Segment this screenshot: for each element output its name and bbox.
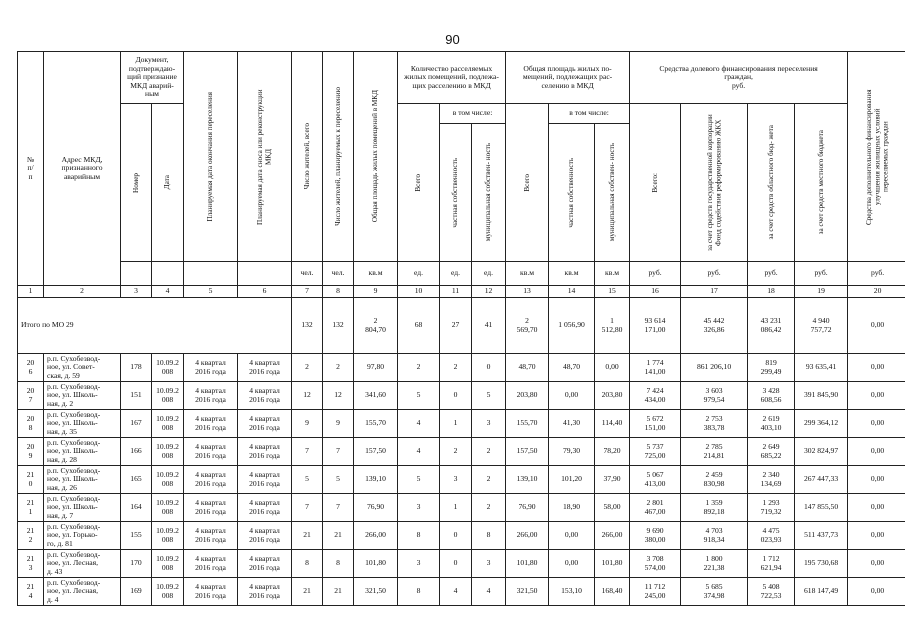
row-doc-date: 10.09.2 008 bbox=[152, 382, 184, 410]
row-number: 21 1 bbox=[18, 494, 44, 522]
row-value: 819 299,49 bbox=[748, 354, 795, 382]
table-row bbox=[18, 578, 905, 606]
unit-cell: ед. bbox=[472, 262, 506, 286]
header-rooms-private: частная собственность bbox=[440, 124, 472, 262]
row-value: 147 855,50 bbox=[795, 494, 848, 522]
header-finance-group: Средства долевого финансирования переселения граждан, руб. bbox=[630, 52, 848, 104]
header-residents-planned: Число жителей, планируемых к переселению bbox=[323, 52, 354, 262]
row-value: 1 774 141,00 bbox=[630, 354, 681, 382]
row-value: 0,00 bbox=[848, 438, 905, 466]
row-value: 3 bbox=[472, 410, 506, 438]
row-number: 21 2 bbox=[18, 522, 44, 550]
row-value: 2 bbox=[398, 354, 440, 382]
column-number-cell: 16 bbox=[630, 286, 681, 298]
row-value: 3 bbox=[472, 550, 506, 578]
row-value: 5 672 151,00 bbox=[630, 410, 681, 438]
column-number-cell: 2 bbox=[44, 286, 121, 298]
total-value: 4 940 757,72 bbox=[795, 298, 848, 354]
row-value: 2 340 134,69 bbox=[748, 466, 795, 494]
row-value: 79,30 bbox=[549, 438, 595, 466]
row-address: р.п. Сухобезвод- ное, ул. Лесная, д. 43 bbox=[44, 550, 121, 578]
row-value: 0 bbox=[440, 382, 472, 410]
row-planned-end: 4 квартал 2016 года bbox=[184, 522, 238, 550]
row-value: 97,80 bbox=[354, 354, 398, 382]
row-value: 1 bbox=[440, 494, 472, 522]
total-value: 93 614 171,00 bbox=[630, 298, 681, 354]
header-rooms-incl: в том числе: bbox=[440, 104, 506, 124]
column-number-cell: 1 bbox=[18, 286, 44, 298]
row-doc-number: 166 bbox=[121, 438, 152, 466]
column-number-cell: 12 bbox=[472, 286, 506, 298]
row-planned-demolition: 4 квартал 2016 года bbox=[238, 494, 292, 522]
row-value: 3 bbox=[440, 466, 472, 494]
row-value: 2 bbox=[440, 438, 472, 466]
column-number-cell: 8 bbox=[323, 286, 354, 298]
row-value: 9 bbox=[292, 410, 323, 438]
row-value: 7 bbox=[323, 438, 354, 466]
header-doc-date: Дата bbox=[152, 104, 184, 262]
row-value: 321,50 bbox=[354, 578, 398, 606]
unit-cell: ед. bbox=[398, 262, 440, 286]
row-doc-date: 10.09.2 008 bbox=[152, 578, 184, 606]
row-value: 5 bbox=[292, 466, 323, 494]
unit-cell: руб. bbox=[795, 262, 848, 286]
unit-cell: чел. bbox=[323, 262, 354, 286]
total-value: 2 569,70 bbox=[506, 298, 549, 354]
row-value: 78,20 bbox=[595, 438, 630, 466]
row-value: 5 bbox=[398, 382, 440, 410]
row-value: 3 bbox=[398, 494, 440, 522]
row-value: 299 364,12 bbox=[795, 410, 848, 438]
row-value: 5 bbox=[472, 382, 506, 410]
row-value: 7 424 434,00 bbox=[630, 382, 681, 410]
row-value: 168,40 bbox=[595, 578, 630, 606]
header-fin-fund: за счет средств государственной корпорации Фонд содействия реформированию ЖКХ bbox=[681, 104, 748, 262]
row-number: 20 9 bbox=[18, 438, 44, 466]
row-planned-demolition: 4 квартал 2016 года bbox=[238, 578, 292, 606]
row-value: 341,60 bbox=[354, 382, 398, 410]
row-address: р.п. Сухобезвод- ное, ул. Школь- ная, д. 35 bbox=[44, 410, 121, 438]
row-value: 2 bbox=[472, 494, 506, 522]
row-value: 21 bbox=[292, 578, 323, 606]
column-number-cell: 4 bbox=[152, 286, 184, 298]
column-number-cell: 13 bbox=[506, 286, 549, 298]
row-value: 0,00 bbox=[848, 382, 905, 410]
row-doc-date: 10.09.2 008 bbox=[152, 410, 184, 438]
row-planned-demolition: 4 квартал 2016 года bbox=[238, 382, 292, 410]
row-value: 266,00 bbox=[506, 522, 549, 550]
unit-cell: кв.м bbox=[549, 262, 595, 286]
row-value: 76,90 bbox=[354, 494, 398, 522]
row-value: 2 619 403,10 bbox=[748, 410, 795, 438]
unit-cell bbox=[121, 262, 152, 286]
unit-cell bbox=[238, 262, 292, 286]
row-doc-number: 164 bbox=[121, 494, 152, 522]
row-doc-date: 10.09.2 008 bbox=[152, 466, 184, 494]
units-row bbox=[18, 262, 905, 286]
unit-cell: кв.м bbox=[595, 262, 630, 286]
row-value: 101,20 bbox=[549, 466, 595, 494]
row-value: 302 824,97 bbox=[795, 438, 848, 466]
total-value: 27 bbox=[440, 298, 472, 354]
row-address: р.п. Сухобезвод- ное, ул. Лесная, д. 4 bbox=[44, 578, 121, 606]
total-value: 0,00 bbox=[848, 298, 905, 354]
row-value: 2 785 214,81 bbox=[681, 438, 748, 466]
row-value: 8 bbox=[292, 550, 323, 578]
table-row bbox=[18, 410, 905, 438]
header-additional-finance: Средства дополнительного финансирования улучшения жилищных условий переселяемых граждан bbox=[848, 52, 905, 262]
row-planned-end: 4 квартал 2016 года bbox=[184, 438, 238, 466]
row-value: 139,10 bbox=[354, 466, 398, 494]
row-value: 0,00 bbox=[549, 382, 595, 410]
row-value: 511 437,73 bbox=[795, 522, 848, 550]
row-value: 3 bbox=[398, 550, 440, 578]
column-numbers-row bbox=[18, 286, 905, 298]
table-row bbox=[18, 522, 905, 550]
row-value: 8 bbox=[323, 550, 354, 578]
row-value: 4 703 918,34 bbox=[681, 522, 748, 550]
row-value: 203,80 bbox=[506, 382, 549, 410]
row-value: 1 bbox=[440, 410, 472, 438]
row-value: 1 800 221,38 bbox=[681, 550, 748, 578]
row-value: 4 bbox=[398, 438, 440, 466]
row-value: 4 bbox=[398, 410, 440, 438]
row-value: 4 bbox=[440, 578, 472, 606]
row-value: 0,00 bbox=[595, 354, 630, 382]
table-row bbox=[18, 382, 905, 410]
row-value: 157,50 bbox=[354, 438, 398, 466]
row-planned-end: 4 квартал 2016 года bbox=[184, 354, 238, 382]
row-value: 0,00 bbox=[848, 522, 905, 550]
header-area-total: Всего bbox=[506, 104, 549, 262]
header-document-group: Документ, подтверждаю- щий признание МКД аварий- ным bbox=[121, 52, 184, 104]
row-value: 2 bbox=[323, 354, 354, 382]
row-value: 1 293 719,32 bbox=[748, 494, 795, 522]
column-number-cell: 20 bbox=[848, 286, 905, 298]
row-doc-number: 178 bbox=[121, 354, 152, 382]
total-value: 45 442 326,86 bbox=[681, 298, 748, 354]
table-row bbox=[18, 354, 905, 382]
total-value: 132 bbox=[323, 298, 354, 354]
row-value: 11 712 245,00 bbox=[630, 578, 681, 606]
row-value: 157,50 bbox=[506, 438, 549, 466]
table-row bbox=[18, 466, 905, 494]
column-number-cell: 10 bbox=[398, 286, 440, 298]
row-value: 2 801 467,00 bbox=[630, 494, 681, 522]
row-value: 0,00 bbox=[549, 550, 595, 578]
row-value: 0,00 bbox=[848, 550, 905, 578]
column-number-cell: 6 bbox=[238, 286, 292, 298]
row-doc-number: 167 bbox=[121, 410, 152, 438]
row-value: 21 bbox=[292, 522, 323, 550]
row-value: 2 bbox=[472, 466, 506, 494]
header-residents-total: Число жителей, всего bbox=[292, 52, 323, 262]
row-doc-date: 10.09.2 008 bbox=[152, 550, 184, 578]
row-value: 8 bbox=[398, 522, 440, 550]
row-value: 114,40 bbox=[595, 410, 630, 438]
page-number: 90 bbox=[445, 32, 460, 47]
total-row bbox=[18, 298, 905, 354]
row-value: 0,00 bbox=[848, 578, 905, 606]
header-rooms-group: Количество расселяемых жилых помещений, подлежа- щих расселению в МКД bbox=[398, 52, 506, 104]
row-value: 0,00 bbox=[549, 522, 595, 550]
row-address: р.п. Сухобезвод- ное, ул. Школь- ная, д. 7 bbox=[44, 494, 121, 522]
row-value: 2 459 830,98 bbox=[681, 466, 748, 494]
total-label: Итого по МО 29 bbox=[18, 298, 292, 354]
column-number-cell: 11 bbox=[440, 286, 472, 298]
row-value: 5 bbox=[398, 466, 440, 494]
row-value: 321,50 bbox=[506, 578, 549, 606]
row-planned-end: 4 квартал 2016 года bbox=[184, 466, 238, 494]
row-value: 12 bbox=[323, 382, 354, 410]
row-doc-number: 151 bbox=[121, 382, 152, 410]
header-fin-regional: за счет средств областного бюд- жета bbox=[748, 104, 795, 262]
header-fin-total: Всего: bbox=[630, 104, 681, 262]
row-value: 48,70 bbox=[506, 354, 549, 382]
row-value: 266,00 bbox=[354, 522, 398, 550]
row-value: 101,80 bbox=[506, 550, 549, 578]
row-value: 2 bbox=[440, 354, 472, 382]
column-number-cell: 7 bbox=[292, 286, 323, 298]
row-value: 4 bbox=[472, 578, 506, 606]
row-value: 2 bbox=[472, 438, 506, 466]
row-value: 1 712 621,94 bbox=[748, 550, 795, 578]
row-planned-demolition: 4 квартал 2016 года bbox=[238, 466, 292, 494]
row-value: 12 bbox=[292, 382, 323, 410]
header-total-area: Общая площадь жилых помещений в МКД bbox=[354, 52, 398, 262]
column-number-cell: 5 bbox=[184, 286, 238, 298]
header-area-group: Общая площадь жилых по- мещений, подлежащих рас- селению в МКД bbox=[506, 52, 630, 104]
row-value: 5 bbox=[323, 466, 354, 494]
row-doc-date: 10.09.2 008 bbox=[152, 494, 184, 522]
total-value: 68 bbox=[398, 298, 440, 354]
row-value: 3 428 608,56 bbox=[748, 382, 795, 410]
row-address: р.п. Сухобезвод- ное, ул. Школь- ная, д. 26 bbox=[44, 466, 121, 494]
row-value: 0 bbox=[440, 550, 472, 578]
row-value: 2 649 685,22 bbox=[748, 438, 795, 466]
row-planned-demolition: 4 квартал 2016 года bbox=[238, 410, 292, 438]
table-row bbox=[18, 438, 905, 466]
row-address: р.п. Сухобезвод- ное, ул. Школь- ная, д. 2 bbox=[44, 382, 121, 410]
row-value: 1 359 892,18 bbox=[681, 494, 748, 522]
unit-cell bbox=[184, 262, 238, 286]
row-value: 3 708 574,00 bbox=[630, 550, 681, 578]
row-value: 5 685 374,98 bbox=[681, 578, 748, 606]
row-value: 76,90 bbox=[506, 494, 549, 522]
row-value: 93 635,41 bbox=[795, 354, 848, 382]
header-address: Адрес МКД, признанного аварийным bbox=[44, 52, 121, 286]
unit-cell: ед. bbox=[440, 262, 472, 286]
row-planned-end: 4 квартал 2016 года bbox=[184, 578, 238, 606]
column-number-cell: 15 bbox=[595, 286, 630, 298]
row-value: 8 bbox=[472, 522, 506, 550]
column-number-cell: 14 bbox=[549, 286, 595, 298]
row-value: 5 408 722,53 bbox=[748, 578, 795, 606]
unit-cell: кв.м bbox=[506, 262, 549, 286]
row-value: 5 067 413,00 bbox=[630, 466, 681, 494]
row-doc-number: 169 bbox=[121, 578, 152, 606]
header-row-number: № п/ п bbox=[18, 52, 44, 286]
row-doc-date: 10.09.2 008 bbox=[152, 522, 184, 550]
row-planned-end: 4 квартал 2016 года bbox=[184, 382, 238, 410]
total-value: 43 231 086,42 bbox=[748, 298, 795, 354]
row-address: р.п. Сухобезвод- ное, ул. Школь- ная, д. 28 bbox=[44, 438, 121, 466]
header-area-municipal: муниципальная собствен- ность bbox=[595, 124, 630, 262]
row-planned-end: 4 квартал 2016 года bbox=[184, 494, 238, 522]
row-number: 21 0 bbox=[18, 466, 44, 494]
row-value: 2 753 383,78 bbox=[681, 410, 748, 438]
row-value: 0,00 bbox=[848, 354, 905, 382]
row-value: 101,80 bbox=[354, 550, 398, 578]
unit-cell: руб. bbox=[748, 262, 795, 286]
row-planned-demolition: 4 квартал 2016 года bbox=[238, 438, 292, 466]
row-doc-date: 10.09.2 008 bbox=[152, 438, 184, 466]
row-planned-end: 4 квартал 2016 года bbox=[184, 410, 238, 438]
row-value: 155,70 bbox=[354, 410, 398, 438]
row-planned-demolition: 4 квартал 2016 года bbox=[238, 522, 292, 550]
row-number: 20 7 bbox=[18, 382, 44, 410]
row-value: 8 bbox=[398, 578, 440, 606]
row-value: 58,00 bbox=[595, 494, 630, 522]
row-value: 21 bbox=[323, 522, 354, 550]
row-value: 0,00 bbox=[848, 494, 905, 522]
row-value: 7 bbox=[323, 494, 354, 522]
unit-cell: руб. bbox=[848, 262, 905, 286]
row-value: 37,90 bbox=[595, 466, 630, 494]
header-area-incl: в том числе: bbox=[549, 104, 630, 124]
row-doc-date: 10.09.2 008 bbox=[152, 354, 184, 382]
row-value: 21 bbox=[323, 578, 354, 606]
row-value: 7 bbox=[292, 438, 323, 466]
row-address: р.п. Сухобезвод- ное, ул. Совет- ская, д. 59 bbox=[44, 354, 121, 382]
row-value: 3 603 979,54 bbox=[681, 382, 748, 410]
row-value: 391 845,90 bbox=[795, 382, 848, 410]
row-value: 0 bbox=[472, 354, 506, 382]
resettlement-table bbox=[17, 51, 905, 606]
row-planned-end: 4 квартал 2016 года bbox=[184, 550, 238, 578]
row-value: 7 bbox=[292, 494, 323, 522]
row-address: р.п. Сухобезвод- ное, ул. Горько- го, д. 81 bbox=[44, 522, 121, 550]
row-value: 0,00 bbox=[848, 466, 905, 494]
row-value: 0,00 bbox=[848, 410, 905, 438]
row-planned-demolition: 4 квартал 2016 года bbox=[238, 354, 292, 382]
row-doc-number: 170 bbox=[121, 550, 152, 578]
header-planned-demolition: Планируемая дата сноса или реконструкции МКД bbox=[238, 52, 292, 262]
row-value: 861 206,10 bbox=[681, 354, 748, 382]
total-value: 1 056,90 bbox=[549, 298, 595, 354]
row-value: 618 147,49 bbox=[795, 578, 848, 606]
row-value: 153,10 bbox=[549, 578, 595, 606]
row-value: 195 730,68 bbox=[795, 550, 848, 578]
header-fin-local: за счет средств местного бюджета bbox=[795, 104, 848, 262]
row-value: 4 475 023,93 bbox=[748, 522, 795, 550]
row-value: 101,80 bbox=[595, 550, 630, 578]
column-number-cell: 3 bbox=[121, 286, 152, 298]
column-number-cell: 18 bbox=[748, 286, 795, 298]
row-number: 20 8 bbox=[18, 410, 44, 438]
header-doc-number: Номер bbox=[121, 104, 152, 262]
total-value: 41 bbox=[472, 298, 506, 354]
table-row bbox=[18, 550, 905, 578]
row-value: 9 690 380,00 bbox=[630, 522, 681, 550]
unit-cell: кв.м bbox=[354, 262, 398, 286]
row-value: 5 737 725,00 bbox=[630, 438, 681, 466]
row-value: 266,00 bbox=[595, 522, 630, 550]
row-value: 155,70 bbox=[506, 410, 549, 438]
column-number-cell: 19 bbox=[795, 286, 848, 298]
row-number: 21 3 bbox=[18, 550, 44, 578]
row-value: 18,90 bbox=[549, 494, 595, 522]
unit-cell: руб. bbox=[630, 262, 681, 286]
row-doc-number: 155 bbox=[121, 522, 152, 550]
table-row bbox=[18, 494, 905, 522]
row-value: 0 bbox=[440, 522, 472, 550]
row-value: 267 447,33 bbox=[795, 466, 848, 494]
unit-cell: чел. bbox=[292, 262, 323, 286]
header-rooms-total: Всего bbox=[398, 104, 440, 262]
total-value: 1 512,80 bbox=[595, 298, 630, 354]
row-value: 41,30 bbox=[549, 410, 595, 438]
header-rooms-municipal: муниципальная собствен- ность bbox=[472, 124, 506, 262]
row-value: 2 bbox=[292, 354, 323, 382]
row-doc-number: 165 bbox=[121, 466, 152, 494]
row-planned-demolition: 4 квартал 2016 года bbox=[238, 550, 292, 578]
unit-cell: руб. bbox=[681, 262, 748, 286]
total-value: 132 bbox=[292, 298, 323, 354]
column-number-cell: 9 bbox=[354, 286, 398, 298]
row-value: 48,70 bbox=[549, 354, 595, 382]
unit-cell bbox=[152, 262, 184, 286]
total-value: 2 804,70 bbox=[354, 298, 398, 354]
header-planned-end: Планируемая дата окончания переселения bbox=[184, 52, 238, 262]
header-area-private: частная собственность bbox=[549, 124, 595, 262]
row-number: 21 4 bbox=[18, 578, 44, 606]
row-value: 203,80 bbox=[595, 382, 630, 410]
row-value: 139,10 bbox=[506, 466, 549, 494]
row-number: 20 6 bbox=[18, 354, 44, 382]
column-number-cell: 17 bbox=[681, 286, 748, 298]
row-value: 9 bbox=[323, 410, 354, 438]
